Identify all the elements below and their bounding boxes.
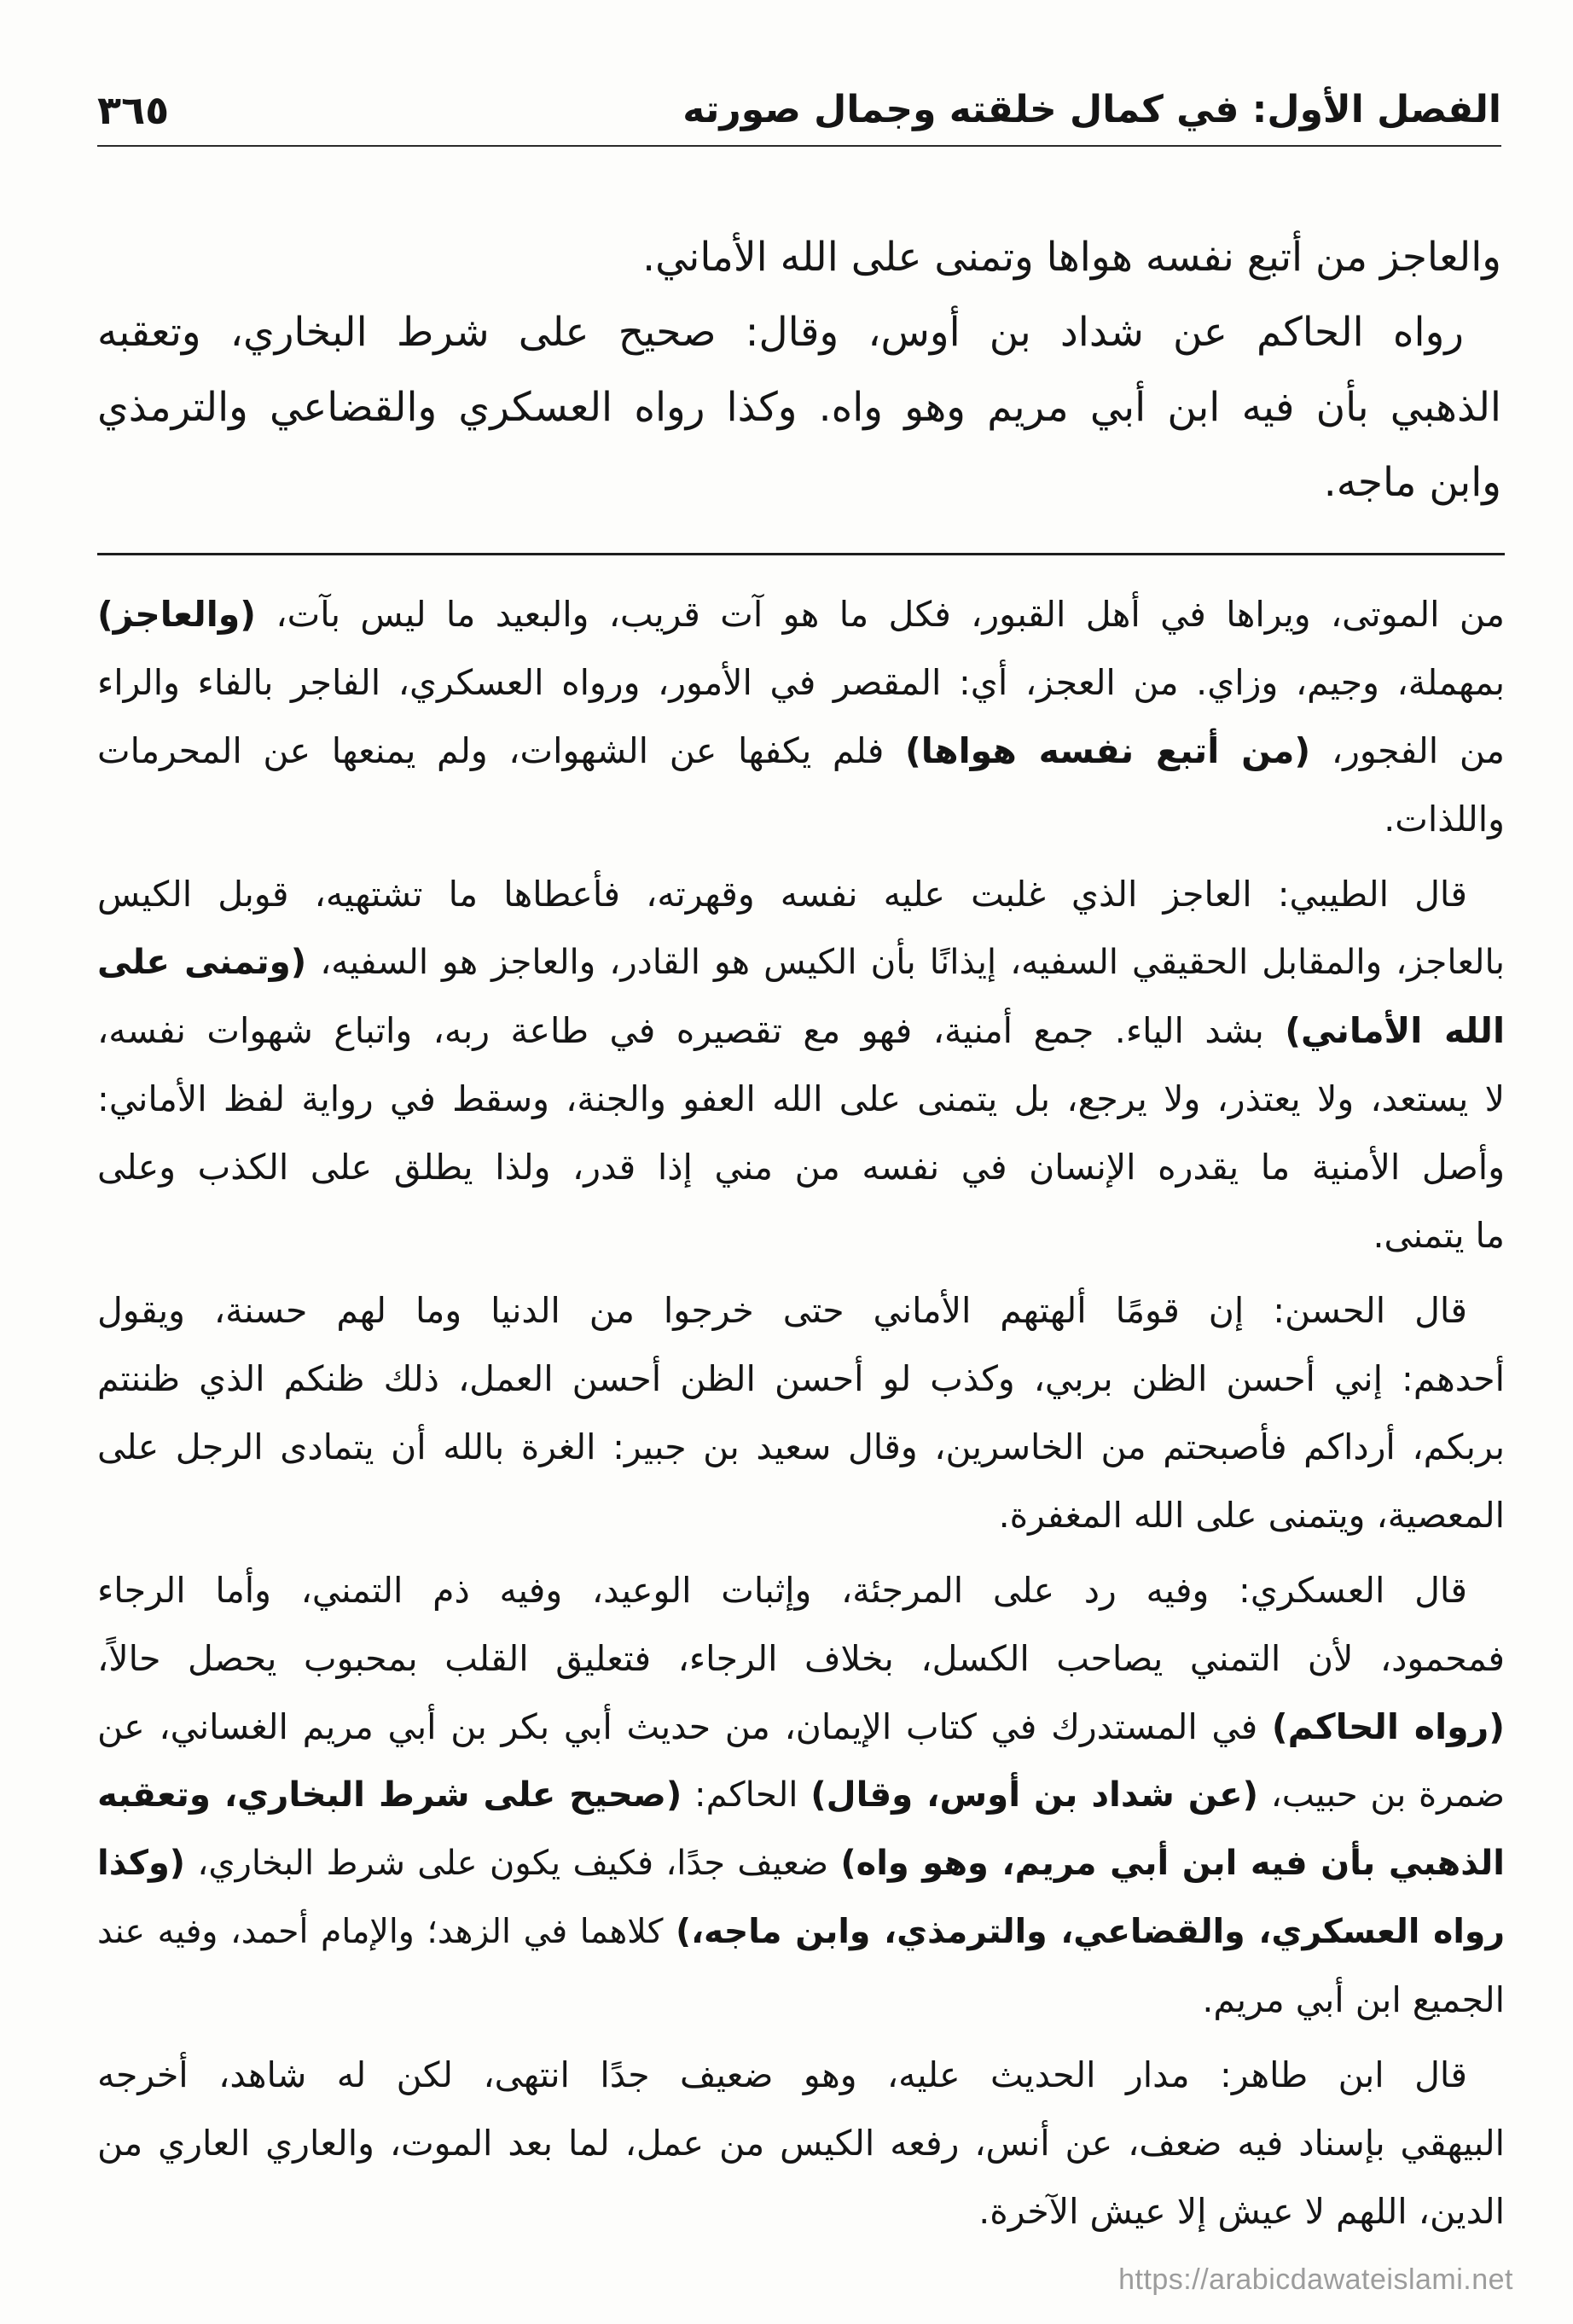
commentary-paragraph — [97, 860, 1505, 1269]
text-segment: من الموتى، ويراها في أهل القبور، فكل ما هو آت قريب، والبعيد ما ليس بآت، — [256, 594, 1505, 635]
text-line — [97, 1897, 1505, 1966]
text-line: ما يتمنى. — [1373, 1215, 1505, 1256]
text-line: الذهبي بأن فيه ابن أبي مريم وهو واه. وكذا رواه العسكري والقضاعي والترمذي — [97, 384, 1501, 431]
bold-quoted-text: (رواه الحاكم) — [1271, 1706, 1505, 1747]
text-line: قال ابن طاهر: مدار الحديث عليه، وهو ضعيف جدًا انتهى، لكن له شاهد، أخرجه — [97, 2054, 1467, 2095]
text-line: الجميع ابن أبي مريم. — [1202, 1979, 1505, 2020]
text-line: رواه الحاكم عن شداد بن أوس، وقال: صحيح على شرط البخاري، وتعقبه — [97, 309, 1464, 356]
text-segment: في المستدرك في كتاب الإيمان، من حديث أبي بكر بن أبي مريم الغساني، عن — [97, 1706, 1272, 1747]
header-rule — [97, 145, 1501, 147]
text-line: البيهقي بإسناد فيه ضعف، عن أنس، رفعه الكيس من عمل، لما بعد الموت، والعاري العاري من — [97, 2123, 1505, 2164]
main-text-block — [97, 220, 1501, 520]
bold-quoted-text: الذهبي بأن فيه ابن أبي مريم، وهو واه) — [840, 1844, 1505, 1883]
text-line: لا يستعد، ولا يعتذر، ولا يرجع، بل يتمنى على الله العفو والجنة، وسقط في رواية لفظ الأماني: — [97, 1078, 1505, 1119]
bold-quoted-text: (وكذا — [97, 1844, 186, 1883]
text-line: قال العسكري: وفيه رد على المرجئة، وإثبات الوعيد، وفيه ذم التمني، وأما الرجاء — [97, 1570, 1467, 1611]
text-segment: ضمرة بن حبيب، — [1258, 1775, 1505, 1815]
text-line: قال الطيبي: العاجز الذي غلبت عليه نفسه وقهرته، فأعطاها ما تشتهيه، قوبل الكيس — [97, 874, 1467, 915]
text-line — [97, 1761, 1505, 1829]
running-header — [97, 82, 1501, 138]
page-number: ٣٦٥ — [97, 87, 170, 133]
watermark: https://arabicdawateislami.net — [1118, 2263, 1513, 2296]
text-line: قال الحسن: إن قومًا ألهتهم الأماني حتى خرجوا من الدنيا وما لهم حسنة، ويقول — [97, 1290, 1467, 1331]
commentary-paragraph — [97, 1556, 1505, 2034]
text-line: وأصل الأمنية ما يقدره الإنسان في نفسه من مني إذا قدر، ولذا يطلق على الكذب وعلى — [97, 1147, 1505, 1188]
text-line: الدين، اللهم لا عيش إلا عيش الآخرة. — [978, 2191, 1505, 2232]
text-segment: ضعيف جدًا، فكيف يكون على شرط البخاري، — [185, 1844, 841, 1883]
text-line — [97, 996, 1505, 1065]
text-segment: من الفجور، — [1310, 730, 1505, 771]
text-line — [97, 1693, 1505, 1761]
text-line: المعصية، ويتمنى على الله المغفرة. — [998, 1495, 1505, 1536]
text-line — [97, 580, 1505, 648]
footnote-separator — [97, 553, 1505, 555]
text-segment: الحاكم: — [682, 1775, 811, 1815]
text-line — [97, 928, 1505, 996]
text-line: فمحمود، لأن التمني يصاحب الكسل، بخلاف الرجاء، فتعليق القلب بمحبوب يحصل حالاً، — [97, 1638, 1505, 1679]
main-text-paragraph — [97, 295, 1501, 520]
text-line — [97, 717, 1505, 785]
text-segment: بشد الياء. جمع أمنية، فهو مع تقصيره في طاعة ربه، واتباع شهوات نفسه، — [97, 1010, 1286, 1051]
text-line: والعاجز من أتبع نفسه هواها وتمنى على الله الأماني. — [642, 234, 1501, 281]
commentary-paragraph — [97, 580, 1505, 853]
text-line: بربكم، أرداكم فأصبحتم من الخاسرين، وقال سعيد بن جبير: الغرة بالله أن يتمادى الرجل على — [97, 1426, 1505, 1467]
text-segment: كلاهما في الزهد؛ والإمام أحمد، وفيه عند — [97, 1912, 676, 1951]
text-line: واللذات. — [1384, 799, 1505, 840]
bold-quoted-text: (صحيح على شرط البخاري، وتعقبه — [97, 1775, 682, 1815]
text-line — [97, 1829, 1505, 1897]
text-segment: بالعاجز، والمقابل الحقيقي السفيه، إيذانًا بأن الكيس هو القادر، والعاجز هو السفيه، — [306, 942, 1505, 982]
bold-quoted-text: (من أتبع نفسه هواها) — [905, 730, 1311, 771]
commentary-paragraph — [97, 1276, 1505, 1549]
bold-quoted-text: (وتمنى على — [97, 942, 307, 982]
bold-quoted-text: رواه العسكري، والقضاعي، والترمذي، وابن ماجه،) — [676, 1912, 1505, 1951]
commentary-paragraph — [97, 2041, 1505, 2246]
commentary-block — [97, 580, 1505, 2246]
text-line: بمهملة، وجيم، وزاي. من العجز، أي: المقصر في الأمور، ورواه العسكري، الفاجر بالفاء والراء — [97, 662, 1505, 703]
main-text-paragraph — [97, 220, 1501, 295]
bold-quoted-text: (عن شداد بن أوس، وقال) — [810, 1775, 1259, 1815]
text-segment: فلم يكفها عن الشهوات، ولم يمنعها عن المحرمات — [97, 730, 906, 771]
chapter-title: الفصل الأول: في كمال خلقته وجمال صورته — [682, 88, 1501, 131]
text-line: وابن ماجه. — [1323, 459, 1501, 506]
bold-quoted-text: الله الأماني) — [1285, 1010, 1505, 1051]
bold-quoted-text: (والعاجز) — [97, 594, 257, 635]
text-line: أحدهم: إني أحسن الظن بربي، وكذب لو أحسن الظن أحسن العمل، ذلك ظنكم الذي ظننتم — [97, 1358, 1505, 1399]
